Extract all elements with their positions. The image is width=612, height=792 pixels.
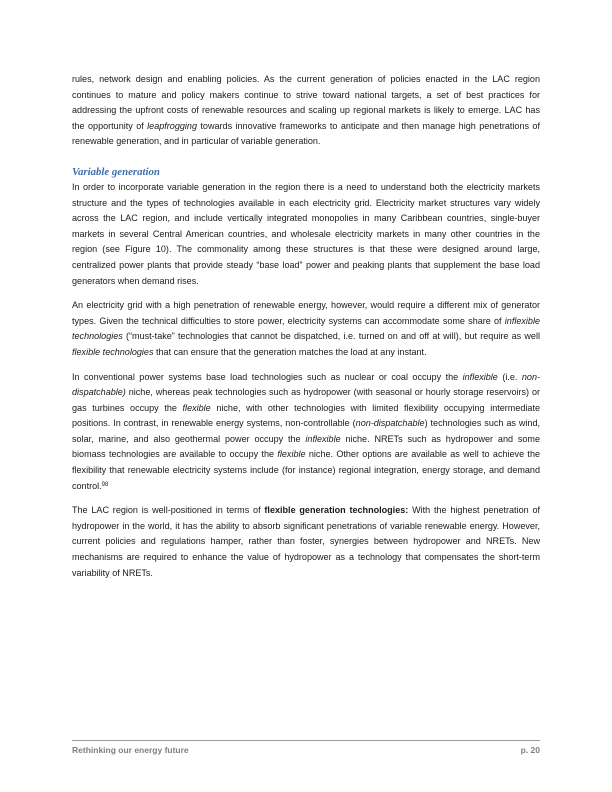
footer-divider xyxy=(72,740,540,741)
paragraph-conventional-systems: In conventional power systems base load technologies such as nuclear or coal occupy the inflexible (i.e. non-dispatchable) niche, whereas peak technologies such as hydropower (with seasonal or hourly storage reservoirs) or gas turbines occupy the flexible niche, with other technologies with limited flexibility occupying intermediate positions. In contrast, in renewable energy systems, non-controllable (non-dispatchable) technologies such as wind, solar, marine, and also geothermal power occupy the inflexible niche. NRETs such as hydropower and some biomass technologies are available to occupy the flexible niche. Other options are available as well to achieve the flexibility that renewable electricity systems include (for instance) regional integration, energy storage, and demand control.$^{98}$ xyxy=(72,371,541,491)
paragraph-generator-mix: An electricity grid with a high penetration of renewable energy, however, would require a different mix of generator types. Given the technical difficulties to store power, electricity systems can accommodate some share of inflexible technologies (“must-take” technologies that cannot be dispatched, i.e. turned on and off at will), but require as well flexible technologies that can ensure that the generation matches the load at any instant. xyxy=(72,300,540,357)
emphasis-leapfrogging: leapfrogging xyxy=(147,120,197,131)
page-number: p. 20 xyxy=(520,745,540,755)
footer-title: Rethinking our energy future xyxy=(72,745,189,755)
section-heading: Variable generation xyxy=(72,165,160,178)
intro-paragraph: rules, network design and enabling policies. As the current generation of policies enacted in the LAC region continues to mature and policy makers continue to strive toward national targets, a set of best practices for addressing the upfront costs of renewable resources and scaling up regional markets is likely to emerge. LAC has the opportunity of leapfrogging towards innovative frameworks to anticipate and then manage high penetrations of renewable generation, and in particular of variable generation. xyxy=(72,74,540,147)
paragraph-market-structures: In order to incorporate variable generation in the region there is a need to understand both the electricity markets structure and the types of technologies available in each electricity grid. Electricity market structures vary widely across the LAC region, and include vertically integrated monopolies in many Caribbean countries, single-buyer markets in several Central American countries, and wholesale electricity markets in many other countries in the region (see Figure 10). The commonality among these structures is that these were designed around large, centralized power plants that provide steady “base load” power and peaking plants that supplement the base load generators when demand rises. xyxy=(72,181,540,286)
paragraph-lac-flexible: The LAC region is well-positioned in terms of flexible generation technologies: With the highest penetration of hydropower in the world, it has the ability to absorb significant penetrations of variable renewable energy. However, current policies and regulations hamper, rather than foster, synergies between hydropower and NRETs. New mechanisms are required to enhance the value of hydropower as a technology that compensates the short-term variability of NRETs. xyxy=(72,505,540,578)
document-body xyxy=(72,72,540,581)
footnote-marker[interactable]: 98 xyxy=(101,481,109,488)
